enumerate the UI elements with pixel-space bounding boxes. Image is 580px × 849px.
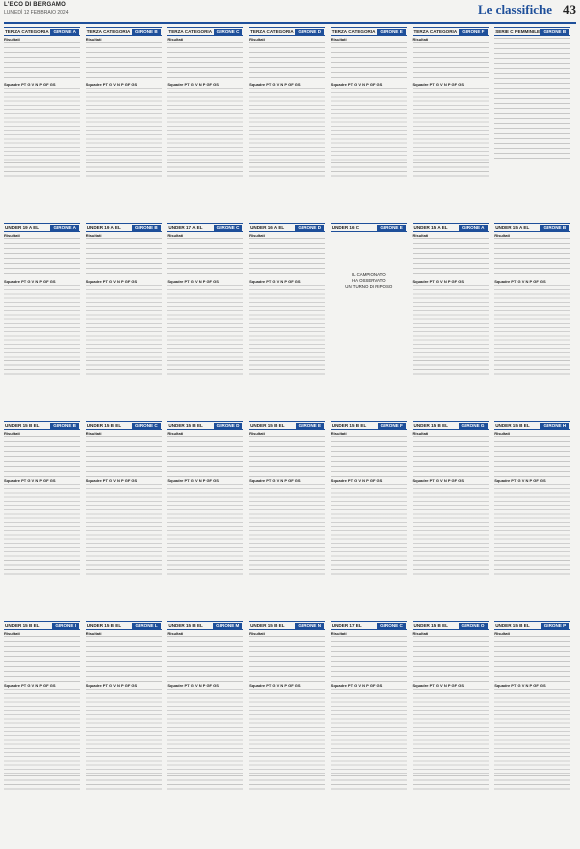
group-badge: GIRONE A: [459, 225, 488, 231]
results-list: [413, 238, 489, 278]
league-name: UNDER 16 A EL: [250, 224, 285, 230]
next-round-note: [86, 775, 162, 792]
results-label: Risultati: [85, 37, 102, 42]
standings-table: [249, 88, 325, 161]
standings-box: [413, 421, 489, 579]
standings-box: [331, 621, 407, 799]
results-label: Risultati: [4, 631, 20, 636]
page-number: 43: [563, 2, 576, 17]
standings-header: Squadre PT G V N P GF GS: [494, 683, 546, 689]
group-badge: GIRONE B: [132, 225, 161, 231]
standings-header: Squadre PT G V N P GF GS: [412, 683, 464, 689]
standings-header: Squadre PT G V N P GF GS: [4, 82, 56, 88]
standings-box: [494, 223, 570, 379]
results-list: [86, 636, 162, 682]
league-name: TERZA CATEGORIA: [331, 28, 376, 34]
standings-box: [249, 421, 325, 579]
league-name: UNDER 19 A EL: [86, 224, 121, 230]
standings-table: [86, 689, 162, 774]
results-label: Risultati: [412, 631, 429, 636]
standings-header: Squadre PT G V N P GF GS: [494, 478, 546, 484]
box-header: [331, 421, 407, 430]
results-list: [331, 436, 407, 477]
issue-date: LUNEDÌ 12 FEBBRAIO 2024: [4, 10, 69, 16]
standings-box: [167, 621, 243, 799]
standings-box: [249, 621, 325, 799]
league-name: UNDER 15 B EL: [250, 622, 285, 628]
results-list: [4, 436, 80, 477]
group-badge: GIRONE O: [459, 623, 488, 629]
league-name: UNDER 15 B EL: [250, 422, 285, 428]
results-list: [413, 636, 489, 682]
next-round-note: [4, 360, 80, 375]
standings-box: [413, 223, 489, 379]
standings-header: Squadre PT G V N P GF GS: [4, 478, 56, 484]
results-label: Risultati: [412, 431, 429, 436]
league-name: UNDER 17 A EL: [168, 224, 203, 230]
league-name: TERZA CATEGORIA: [5, 28, 49, 34]
results-label: Risultati: [330, 37, 347, 42]
league-name: UNDER 15 B EL: [168, 622, 203, 628]
box-header: [167, 421, 243, 430]
box-header: [4, 223, 80, 232]
box-header: [413, 27, 489, 36]
results-list: [331, 636, 407, 682]
results-label: Risultati: [85, 233, 102, 238]
standings-box: [331, 421, 407, 579]
standings-table: [4, 285, 80, 359]
masthead: [0, 0, 580, 22]
next-round-note: [494, 560, 570, 575]
box-header: [249, 223, 325, 232]
league-name: UNDER 15 B EL: [168, 422, 203, 428]
box-header: [86, 27, 162, 36]
standings-header: Squadre PT G V N P GF GS: [167, 279, 219, 285]
standings-table: [249, 285, 325, 359]
results-list: [249, 636, 325, 682]
box-header: [4, 27, 80, 36]
box-header: [167, 223, 243, 232]
standings-list: [494, 38, 570, 162]
standings-table: [494, 285, 570, 359]
standings-header: Squadre PT G V N P GF GS: [85, 82, 138, 88]
results-label: Risultati: [85, 431, 102, 436]
standings-header: Squadre PT G V N P GF GS: [330, 82, 383, 88]
next-round-note: [249, 560, 325, 575]
results-label: Risultati: [494, 631, 510, 636]
group-badge: GIRONE A: [50, 29, 79, 35]
league-name: SERIE C FEMMINILE: [495, 28, 541, 34]
results-label: Risultati: [412, 233, 429, 238]
league-name: UNDER 15 B EL: [413, 422, 448, 428]
standings-box: [4, 421, 80, 579]
results-list: [249, 42, 325, 81]
standings-box: [494, 421, 570, 579]
league-name: UNDER 15 B EL: [413, 622, 448, 628]
standings-box: [4, 27, 80, 181]
box-header: [86, 421, 162, 430]
group-badge: GIRONE L: [132, 623, 160, 629]
league-name: UNDER 15 A EL: [413, 224, 448, 230]
results-list: [4, 42, 80, 81]
group-badge: GIRONE H: [540, 423, 569, 429]
box-header: [331, 223, 407, 232]
group-badge: GIRONE C: [377, 623, 406, 629]
group-badge: GIRONE A: [50, 225, 79, 231]
standings-table: [167, 285, 243, 359]
group-badge: GIRONE C: [214, 225, 243, 231]
standings-box: [86, 421, 162, 579]
next-round-note: [4, 775, 80, 792]
standings-box: [167, 27, 243, 181]
standings-box: [4, 223, 80, 379]
standings-box: [413, 27, 489, 181]
box-header: [86, 621, 162, 630]
standings-header: Squadre PT G V N P GF GS: [494, 279, 546, 285]
group-badge: GIRONE B: [540, 225, 569, 231]
box-header: [331, 621, 407, 630]
box-header: [331, 27, 407, 36]
results-label: Risultati: [4, 431, 20, 436]
results-list: [331, 42, 407, 81]
results-list: [86, 238, 162, 278]
results-label: Risultati: [249, 37, 265, 42]
next-round-note: [413, 162, 489, 177]
box-header: [494, 621, 570, 630]
group-badge: GIRONE D: [295, 225, 324, 231]
results-list: [249, 238, 325, 278]
standings-table: [413, 689, 489, 774]
league-name: UNDER 15 B EL: [495, 422, 530, 428]
standings-box: [331, 223, 407, 379]
standings-table: [413, 484, 489, 559]
box-header: [4, 621, 80, 630]
standings-table: [331, 689, 407, 774]
league-name: TERZA CATEGORIA: [86, 28, 131, 34]
results-label: Risultati: [167, 37, 184, 42]
next-round-note: [4, 560, 80, 575]
results-list: [86, 42, 162, 81]
next-round-note: [86, 162, 162, 177]
group-badge: GIRONE M: [213, 623, 242, 629]
box-header: [167, 621, 243, 630]
standings-header: Squadre PT G V N P GF GS: [85, 683, 138, 689]
standings-table: [167, 88, 243, 161]
standings-header: Squadre PT G V N P GF GS: [167, 478, 219, 484]
section-title: Le classifiche: [477, 2, 552, 17]
league-name: UNDER 15 B EL: [5, 622, 40, 628]
standings-table: [4, 689, 80, 774]
results-list: [494, 436, 570, 477]
standings-table: [249, 689, 325, 774]
standings-header: Squadre PT G V N P GF GS: [85, 279, 138, 285]
league-name: TERZA CATEGORIA: [413, 28, 458, 34]
next-round-note: [167, 560, 243, 575]
standings-table: [331, 88, 407, 161]
standings-table: [4, 88, 80, 161]
results-label: Risultati: [249, 631, 265, 636]
next-round-note: [4, 162, 80, 177]
group-badge: GIRONE F: [378, 423, 406, 429]
results-label: Risultati: [4, 37, 20, 42]
league-name: TERZA CATEGORIA: [168, 28, 213, 34]
results-list: [167, 436, 243, 477]
standings-box: [331, 27, 407, 181]
league-name: UNDER 19 A EL: [5, 224, 40, 230]
standings-header: Squadre PT G V N P GF GS: [249, 683, 301, 689]
group-badge: GIRONE D: [295, 29, 324, 35]
league-name: UNDER 17 EL: [331, 622, 362, 628]
next-round-note: [331, 560, 407, 575]
results-list: [494, 238, 570, 278]
standings-table: [167, 484, 243, 559]
standings-table: [494, 689, 570, 774]
results-list: [494, 636, 570, 682]
standings-header: Squadre PT G V N P GF GS: [249, 279, 301, 285]
next-round-note: [413, 560, 489, 575]
league-name: UNDER 15 A EL: [495, 224, 530, 230]
results-list: [413, 42, 489, 81]
results-label: Risultati: [167, 233, 184, 238]
standings-table: [86, 285, 162, 359]
group-badge: GIRONE B: [540, 29, 569, 35]
standings-header: Squadre PT G V N P GF GS: [167, 683, 219, 689]
standings-table: [167, 689, 243, 774]
next-round-note: [249, 360, 325, 375]
league-name: UNDER 16 C: [331, 224, 360, 230]
league-name: UNDER 15 B EL: [5, 422, 40, 428]
next-round-note: [86, 560, 162, 575]
standings-header: Squadre PT G V N P GF GS: [412, 279, 464, 285]
standings-box: [494, 621, 570, 799]
group-badge: GIRONE E: [296, 423, 324, 429]
box-header: [249, 27, 325, 36]
standings-box: [86, 27, 162, 181]
league-name: TERZA CATEGORIA: [250, 28, 294, 34]
standings-box: [413, 621, 489, 799]
results-label: Risultati: [4, 233, 20, 238]
standings-box: [167, 223, 243, 379]
group-badge: GIRONE C: [132, 423, 161, 429]
league-name: UNDER 15 B EL: [86, 622, 122, 628]
results-label: Risultati: [249, 233, 265, 238]
results-label: Risultati: [494, 233, 510, 238]
box-header: [249, 621, 325, 630]
league-name: UNDER 15 B EL: [495, 622, 530, 628]
standings-box: [4, 621, 80, 799]
next-round-note: [331, 162, 407, 177]
box-header: [4, 421, 80, 430]
standings-header: Squadre PT G V N P GF GS: [4, 683, 56, 689]
standings-table: [86, 484, 162, 559]
next-round-note: [331, 775, 407, 792]
results-label: Risultati: [249, 431, 265, 436]
standings-header: Squadre PT G V N P GF GS: [4, 279, 56, 285]
results-list: [4, 636, 80, 682]
box-header: [413, 621, 489, 630]
next-round-note: [167, 775, 243, 792]
standings-header: Squadre PT G V N P GF GS: [330, 478, 383, 484]
group-badge: GIRONE I: [52, 623, 79, 629]
standings-box: [249, 27, 325, 181]
standings-box: [494, 27, 570, 181]
standings-box: [167, 421, 243, 579]
box-header: [494, 223, 570, 232]
rest-notice: IL CAMPIONATO HA OSSERVATO UN TURNO DI RIPOSO: [345, 272, 393, 289]
standings-box: [249, 223, 325, 379]
results-list: [167, 42, 243, 81]
standings-table: [4, 484, 80, 559]
box-header: [413, 421, 489, 430]
results-label: Risultati: [167, 631, 184, 636]
group-badge: GIRONE D: [214, 423, 243, 429]
standings-box: [86, 223, 162, 379]
results-list: [86, 436, 162, 477]
league-name: UNDER 15 B EL: [86, 422, 122, 428]
group-badge: GIRONE E: [377, 225, 405, 231]
standings-header: Squadre PT G V N P GF GS: [249, 82, 301, 88]
results-list: [4, 238, 80, 278]
next-round-note: [167, 360, 243, 375]
group-badge: GIRONE C: [214, 29, 243, 35]
group-badge: GIRONE E: [377, 29, 405, 35]
next-round-note: [86, 360, 162, 375]
next-round-note: [494, 360, 570, 375]
box-header: [86, 223, 162, 232]
next-round-note: [413, 360, 489, 375]
group-badge: GIRONE F: [459, 29, 487, 35]
results-label: Risultati: [494, 431, 510, 436]
standings-header: Squadre PT G V N P GF GS: [167, 82, 219, 88]
next-round-note: [494, 775, 570, 792]
standings-table: [494, 484, 570, 559]
results-label: Risultati: [167, 431, 184, 436]
standings-table: [249, 484, 325, 559]
standings-header: Squadre PT G V N P GF GS: [330, 683, 383, 689]
league-name: UNDER 15 B EL: [331, 422, 367, 428]
standings-table: [413, 285, 489, 359]
next-round-note: [167, 162, 243, 177]
results-list: [167, 238, 243, 278]
standings-table: [86, 88, 162, 161]
standings-table: [331, 484, 407, 559]
results-list: [413, 436, 489, 477]
box-header: [249, 421, 325, 430]
next-round-note: [249, 162, 325, 177]
standings-header: Squadre PT G V N P GF GS: [412, 82, 464, 88]
results-label: Risultati: [85, 631, 102, 636]
standings-table: [413, 88, 489, 161]
results-list: [167, 636, 243, 682]
results-label: Risultati: [330, 431, 347, 436]
publication-name: L'ECO DI BERGAMO: [4, 2, 66, 8]
group-badge: GIRONE G: [459, 423, 488, 429]
results-list: [249, 436, 325, 477]
standings-header: Squadre PT G V N P GF GS: [249, 478, 301, 484]
masthead-rule: [4, 22, 576, 24]
group-badge: GIRONE N: [295, 623, 324, 629]
group-badge: GIRONE B: [50, 423, 79, 429]
box-header: [167, 27, 243, 36]
results-label: Risultati: [412, 37, 429, 42]
box-header: [494, 421, 570, 430]
group-badge: GIRONE P: [541, 623, 569, 629]
group-badge: GIRONE B: [132, 29, 161, 35]
standings-header: Squadre PT G V N P GF GS: [412, 478, 464, 484]
standings-header: Squadre PT G V N P GF GS: [85, 478, 138, 484]
results-label: Risultati: [330, 631, 347, 636]
next-round-note: [413, 775, 489, 792]
box-header: [413, 223, 489, 232]
next-round-note: [249, 775, 325, 792]
standings-box: [86, 621, 162, 799]
box-header: [494, 27, 570, 36]
